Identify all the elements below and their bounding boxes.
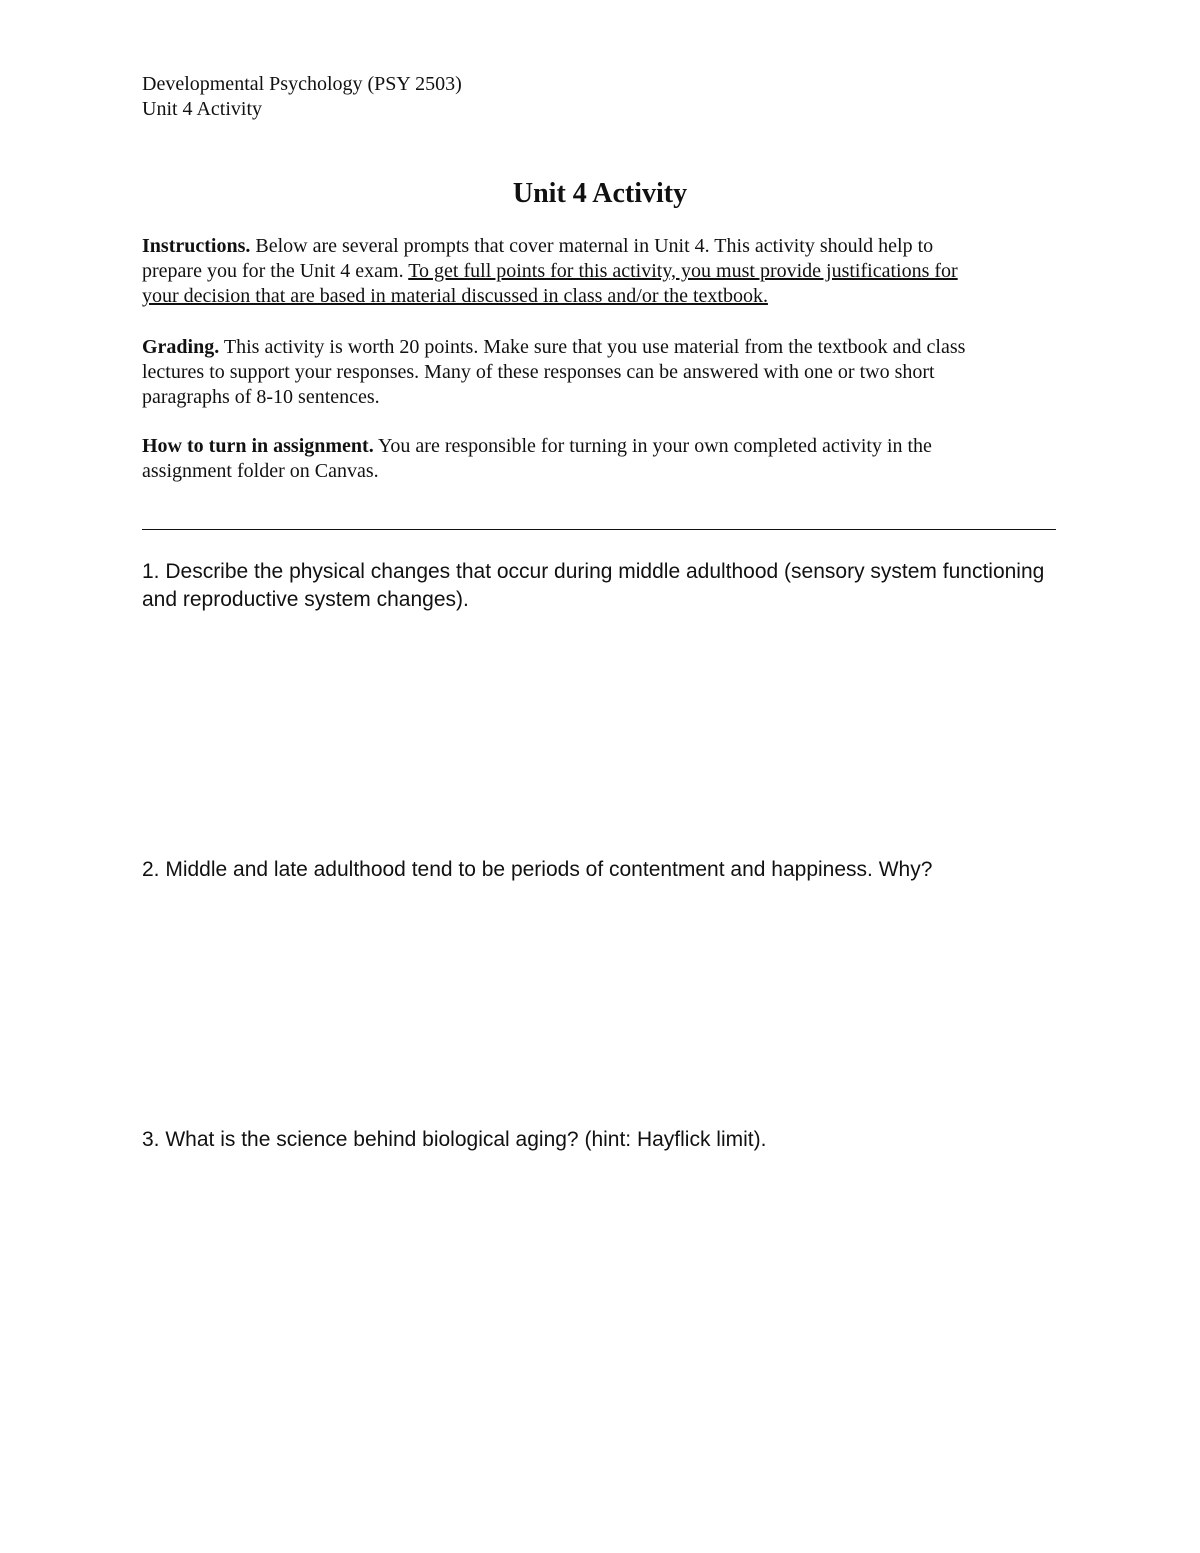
instructions-label: Instructions.: [142, 235, 251, 257]
question-1-line-1: 1. Describe the physical changes that occur during middle adulthood (sensory system functioning: [142, 560, 1045, 583]
question-1-line-2: and reproductive system changes).: [142, 588, 469, 611]
grading-label: Grading.: [142, 336, 220, 358]
instructions-underlined-1: To get full points for this activity, you must provide justifications for: [408, 260, 958, 282]
grading-line-3: paragraphs of 8-10 sentences.: [142, 386, 380, 408]
instructions-underlined-2: your decision that are based in material discussed in class and/or the textbook.: [142, 285, 768, 307]
instructions-line-3: [142, 284, 1042, 309]
instructions-text-2: prepare you for the Unit 4 exam.: [142, 260, 409, 282]
howto-paragraph: [142, 434, 1042, 484]
question-1: [142, 558, 1102, 614]
instructions-line-1: [142, 234, 1042, 259]
grading-line-1: [142, 335, 1042, 360]
unit-header: Unit 4 Activity: [142, 98, 262, 120]
page-title: Unit 4 Activity: [512, 178, 688, 209]
howto-line-2: assignment folder on Canvas.: [142, 460, 379, 482]
howto-label: How to turn in assignment.: [142, 435, 374, 457]
grading-line-2: lectures to support your responses. Many of these responses can be answered with one or two short: [142, 361, 935, 383]
grading-text-1: This activity is worth 20 points. Make sure that you use material from the textbook and class: [219, 336, 966, 358]
grading-paragraph: [142, 335, 1042, 410]
question-2-line-1: 2. Middle and late adulthood tend to be periods of contentment and happiness. Why?: [142, 858, 933, 881]
instructions-line-2: [142, 259, 1042, 284]
howto-text-1: You are responsible for turning in your own completed activity in the: [373, 435, 932, 457]
course-header: Developmental Psychology (PSY 2503): [142, 73, 462, 95]
instructions-paragraph: [142, 234, 1042, 309]
question-2: [142, 856, 1102, 884]
question-3-line-1: 3. What is the science behind biological aging? (hint: Hayflick limit).: [142, 1128, 767, 1151]
howto-line-1: [142, 434, 1042, 459]
instructions-text-1: Below are several prompts that cover maternal in Unit 4. This activity should help to: [250, 235, 934, 257]
question-3: [142, 1126, 1102, 1154]
horizontal-divider: [142, 529, 1056, 530]
